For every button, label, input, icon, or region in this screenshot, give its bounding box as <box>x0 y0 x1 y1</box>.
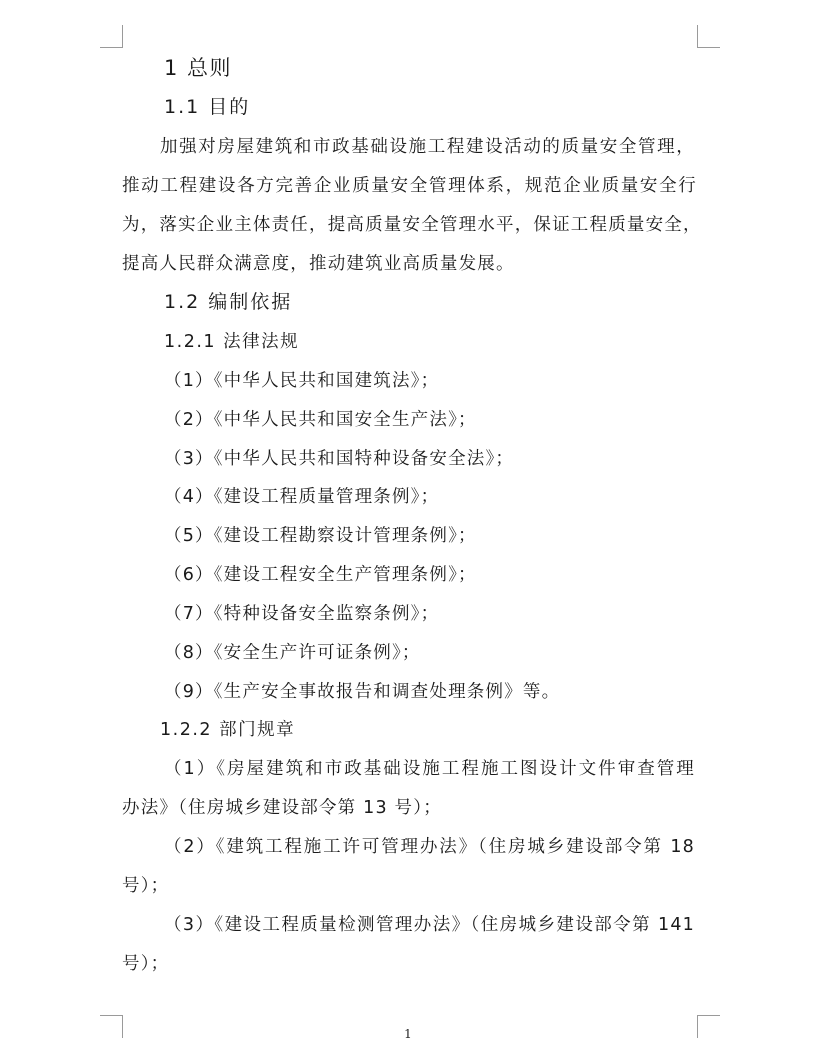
heading-rules: 1.2.2 部门规章 <box>160 720 296 740</box>
law-item: （8）《安全生产许可证条例》； <box>164 643 421 663</box>
law-item: （7）《特种设备安全监察条例》； <box>164 604 440 624</box>
purpose-paragraph-line: 加强对房屋建筑和市政基础设施工程建设活动的质量安全管理， <box>160 137 695 157</box>
law-item: （3）《中华人民共和国特种设备安全法》； <box>164 449 515 469</box>
law-item: （2）《中华人民共和国安全生产法》； <box>164 410 477 430</box>
purpose-paragraph-line: 推动工程建设各方完善企业质量安全管理体系，规范企业质量安全行 <box>122 176 697 196</box>
rule-item-line: （3）《建设工程质量检测管理办法》（住房城乡建设部令第 141 <box>164 915 695 935</box>
page-number: 1 <box>404 1027 412 1041</box>
page-corner-mark-top-left <box>100 25 123 48</box>
law-item: （1）《中华人民共和国建筑法》； <box>164 371 440 391</box>
law-item: （5）《建设工程勘察设计管理条例》； <box>164 526 477 546</box>
rule-item-line: （1）《房屋建筑和市政基础设施工程施工图设计文件审查管理 <box>164 759 695 779</box>
rule-item-line: 号）； <box>122 954 170 974</box>
heading-laws: 1.2.1 法律法规 <box>164 332 300 352</box>
purpose-paragraph-line: 为，落实企业主体责任，提高质量安全管理水平，保证工程质量安全， <box>122 215 702 235</box>
heading-basis: 1.2 编制依据 <box>164 291 293 313</box>
page-corner-mark-top-right <box>697 25 720 48</box>
rule-item-line: 号）； <box>122 876 170 896</box>
purpose-paragraph-line: 提高人民群众满意度，推动建筑业高质量发展。 <box>122 254 515 274</box>
rule-item-line: 办法》（住房城乡建设部令第 13 号）； <box>122 798 442 818</box>
law-item: （6）《建设工程安全生产管理条例》； <box>164 565 477 585</box>
law-item: （4）《建设工程质量管理条例》； <box>164 487 440 507</box>
law-item: （9）《生产安全事故报告和调查处理条例》等。 <box>164 682 561 702</box>
heading-general: 1 总则 <box>164 56 233 80</box>
rule-item-line: （2）《建筑工程施工许可管理办法》（住房城乡建设部令第 18 <box>164 837 695 857</box>
heading-purpose: 1.1 目的 <box>164 96 251 118</box>
